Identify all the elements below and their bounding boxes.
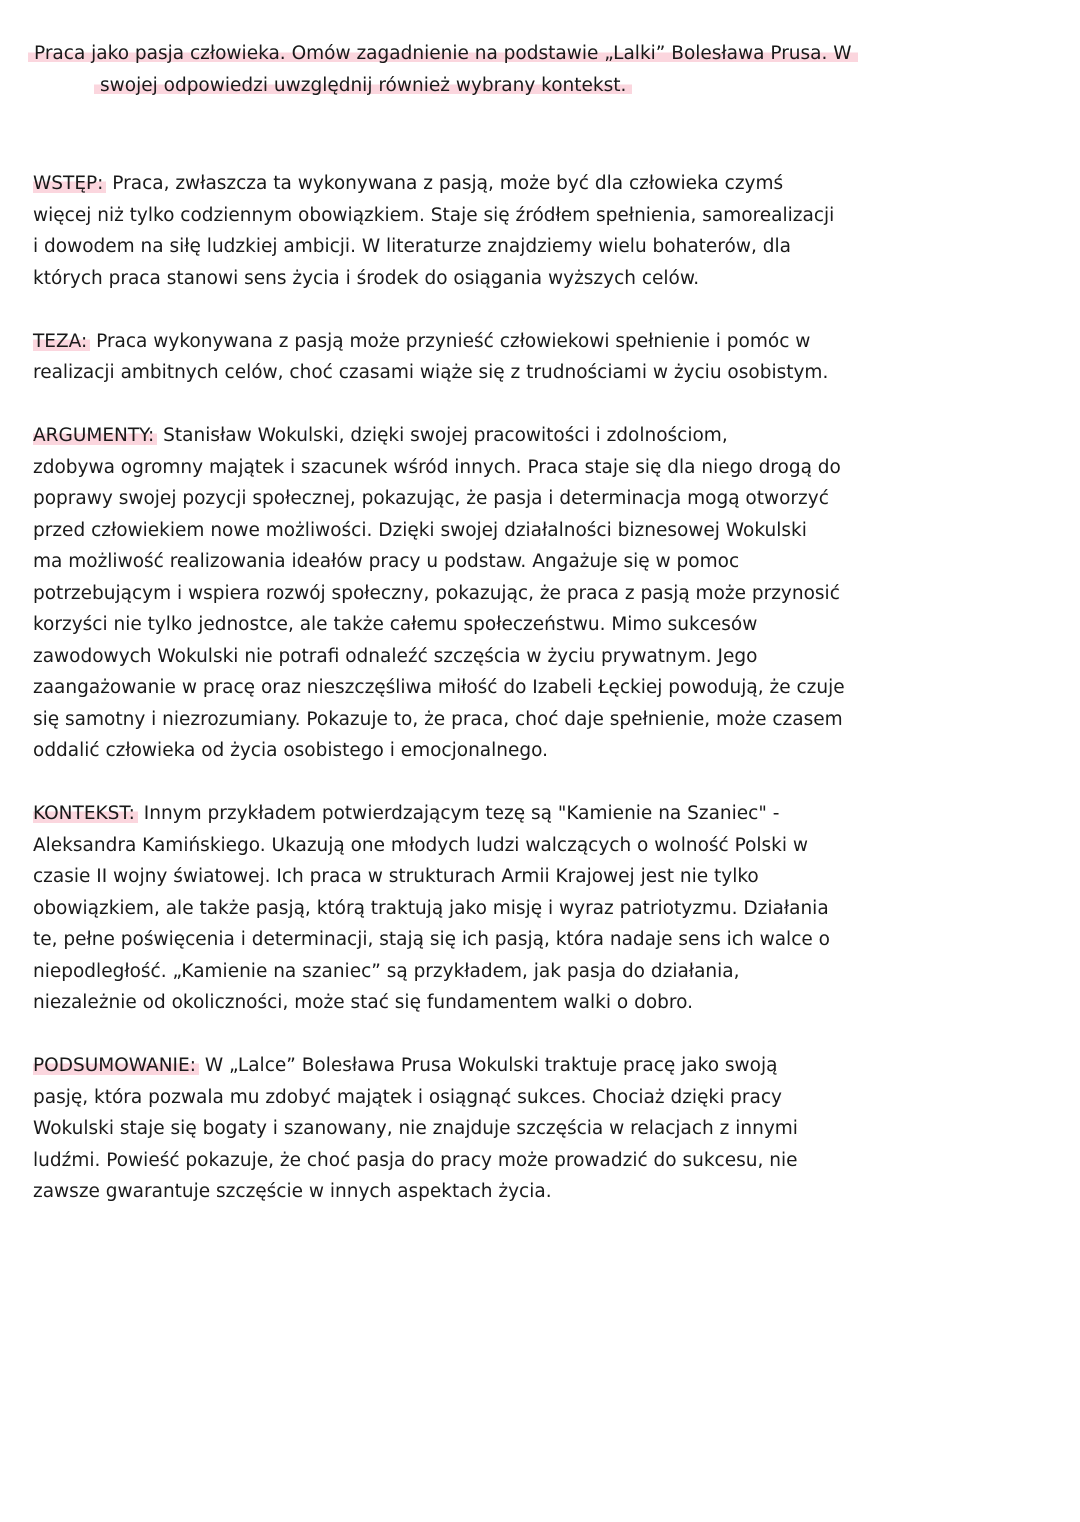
line-text: Praca wykonywana z pasją może przynieść człowiekowi spełnienie i pomóc w (90, 330, 811, 352)
section-teza (33, 326, 1043, 389)
line-text: zawodowych Wokulski nie potrafi odnaleźć szczęścia w życiu prywatnym. Jego (33, 645, 758, 667)
line-text: obowiązkiem, ale także pasją, którą traktują jako misję i wyraz patriotyzmu. Działania (33, 897, 829, 919)
line-text: zdobywa ogromny majątek i szacunek wśród innych. Praca staje się dla niego drogą do (33, 456, 841, 478)
section-heading: ARGUMENTY: (33, 425, 157, 446)
text-line (33, 1050, 1043, 1082)
line-text: Stanisław Wokulski, dzięki swojej pracowitości i zdolnościom, (157, 425, 728, 446)
text-line (33, 263, 1043, 295)
text-line (33, 987, 1043, 1019)
line-text: potrzebującym i wspiera rozwój społeczny, pokazując, że praca z pasją może przynosić (33, 582, 840, 604)
line-text: ma możliwość realizowania ideałów pracy u podstaw. Angażuje się w pomoc (33, 551, 740, 572)
text-line (33, 641, 1043, 673)
text-line (33, 231, 1043, 263)
line-text: ludźmi. Powieść pokazuje, że choć pasja do pracy może prowadzić do sukcesu, nie (33, 1149, 798, 1171)
prompt-line: Praca jako pasja człowieka. Omów zagadnienie na podstawie „Lalki” Bolesława Prusa. W (28, 38, 858, 70)
text-line (33, 357, 1043, 389)
line-text: więcej niż tylko codziennym obowiązkiem. Staje się źródłem spełnienia, samorealizacji (33, 204, 835, 226)
section-argumenty (33, 420, 1043, 767)
text-line (33, 546, 1043, 578)
text-line (33, 168, 1043, 200)
text-line (33, 830, 1043, 862)
section-heading: WSTĘP: (33, 173, 106, 194)
text-line (33, 1176, 1043, 1208)
text-line (33, 200, 1043, 232)
text-line (33, 609, 1043, 641)
line-text: się samotny i niezrozumiany. Pokazuje to, że praca, choć daje spełnienie, może czasem (33, 708, 843, 730)
text-line (33, 515, 1043, 547)
text-line (33, 483, 1043, 515)
text-line (33, 956, 1043, 988)
text-line (33, 893, 1043, 925)
section-kontekst (33, 798, 1043, 1019)
section-wstęp (33, 168, 1043, 294)
text-line (33, 1082, 1043, 1114)
line-text: zaangażowanie w pracę oraz nieszczęśliwa miłość do Izabeli Łęckiej powodują, że czuje (33, 677, 845, 698)
line-text: pasję, która pozwala mu zdobyć majątek i osiągnąć sukces. Chociaż dzięki pracy (33, 1086, 782, 1108)
line-text: zawsze gwarantuje szczęście w innych aspektach życia. (33, 1181, 552, 1202)
section-podsumowanie (33, 1050, 1043, 1208)
text-line (33, 1113, 1043, 1145)
line-text: Aleksandra Kamińskiego. Ukazują one młodych ludzi walczących o wolność Polski w (33, 834, 809, 856)
line-text: których praca stanowi sens życia i środek do osiągania wyższych celów. (33, 267, 700, 289)
line-text: czasie II wojny światowej. Ich praca w strukturach Armii Krajowej jest nie tylko (33, 866, 759, 887)
line-text: Praca, zwłaszcza ta wykonywana z pasją, może być dla człowieka czymś (106, 173, 784, 194)
section-heading: KONTEKST: (33, 803, 138, 824)
line-text: Wokulski staje się bogaty i szanowany, nie znajduje szczęścia w relacjach z innymi (33, 1118, 798, 1139)
line-text: Innym przykładem potwierdzającym tezę są "Kamienie na Szaniec" - (137, 803, 780, 824)
text-line (33, 420, 1043, 452)
section-heading: PODSUMOWANIE: (33, 1055, 199, 1076)
line-text: te, pełne poświęcenia i determinacji, stają się ich pasją, która nadaje sens ich walce o (33, 929, 830, 950)
text-line (33, 735, 1043, 767)
line-text: poprawy swojej pozycji społecznej, pokazując, że pasja i determinacja mogą otworzyć (33, 488, 829, 509)
text-line (33, 798, 1043, 830)
text-line (33, 326, 1043, 358)
line-text: i dowodem na siłę ludzkiej ambicji. W literaturze znajdziemy wielu bohaterów, dla (33, 236, 791, 257)
text-line (33, 1145, 1043, 1177)
line-text: realizacji ambitnych celów, choć czasami wiąże się z trudnościami w życiu osobistym. (33, 362, 829, 383)
line-text: oddalić człowieka od życia osobistego i emocjonalnego. (33, 740, 548, 761)
text-line (33, 452, 1043, 484)
line-text: korzyści nie tylko jednostce, ale także całemu społeczeństwu. Mimo sukcesów (33, 614, 758, 635)
line-text: niepodległość. „Kamienie na szaniec” są przykładem, jak pasja do działania, (33, 960, 740, 982)
line-text: niezależnie od okoliczności, może stać się fundamentem walki o dobro. (33, 992, 693, 1013)
essay-body (33, 168, 1043, 1239)
prompt-line: swojej odpowiedzi uwzględnij również wybrany kontekst. (28, 70, 858, 102)
text-line (33, 861, 1043, 893)
text-line (33, 578, 1043, 610)
line-text: przed człowiekiem nowe możliwości. Dzięki swojej działalności biznesowej Wokulski (33, 519, 807, 541)
text-line (33, 704, 1043, 736)
essay-prompt (28, 38, 858, 102)
text-line (33, 672, 1043, 704)
line-text: W „Lalce” Bolesława Prusa Wokulski traktuje pracę jako swoją (198, 1055, 778, 1076)
section-heading: TEZA: (33, 331, 90, 352)
text-line (33, 924, 1043, 956)
